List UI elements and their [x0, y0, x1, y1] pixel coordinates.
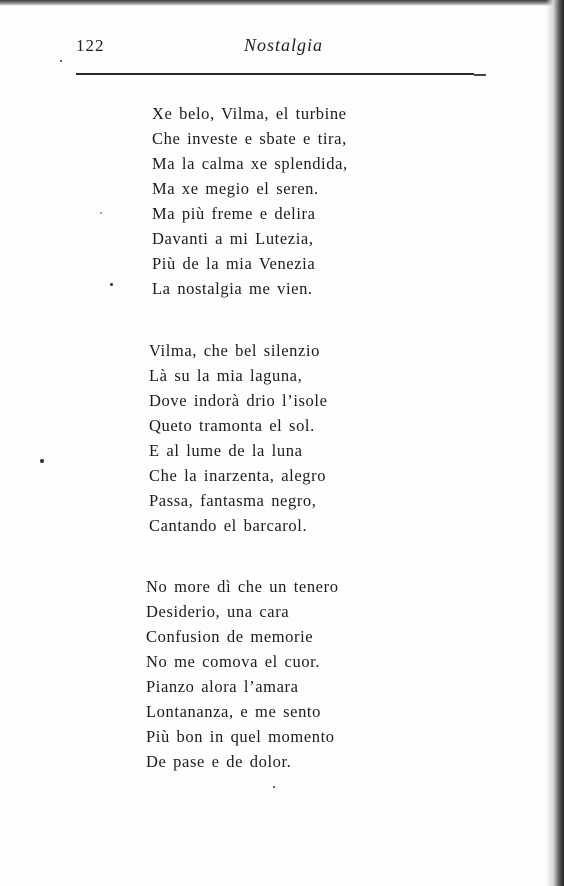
verse-line: Confusion de memorie — [146, 627, 314, 646]
scan-speck — [273, 786, 275, 788]
scan-speck — [100, 212, 102, 214]
verse-line: La nostalgia me vien. — [152, 279, 313, 298]
verse-line: No me comova el cuor. — [146, 652, 321, 671]
stanza-3 — [146, 574, 339, 774]
verse-line: Che la inarzenta, alegro — [149, 466, 327, 485]
verse-line: Queto tramonta el sol. — [149, 416, 315, 435]
page-number: 122 — [76, 36, 105, 55]
verse-line: Xe belo, Vilma, el turbine — [152, 104, 347, 123]
verse-line: Cantando el barcarol. — [149, 516, 308, 535]
verse-line: Ma xe megio el seren. — [152, 179, 319, 198]
verse-line: Passa, fantasma negro, — [149, 491, 317, 510]
verse-line: Dove indorà drio l’isole — [149, 391, 328, 410]
header-rule-tail — [474, 74, 486, 76]
running-title: Nostalgia — [244, 35, 324, 55]
verse-line: No more dì che un tenero — [146, 577, 339, 596]
verse-line: Pianzo alora l’amara — [146, 677, 299, 696]
verse-line: De pase e de dolor. — [146, 752, 292, 771]
verse-line: Ma più freme e delira — [152, 204, 316, 223]
verse-line: Là su la mia laguna, — [149, 366, 303, 385]
verse-line: Più bon in quel momento — [146, 727, 335, 746]
header-rule — [76, 73, 474, 75]
scan-edge-right — [546, 0, 564, 886]
verse-line: Ma la calma xe splendida, — [152, 154, 348, 173]
verse-line: Desiderio, una cara — [146, 602, 290, 621]
verse-line: Più de la mia Venezia — [152, 254, 316, 273]
verse-line: Vilma, che bel silenzio — [149, 341, 320, 360]
verse-line: Lontananza, e me sento — [146, 702, 321, 721]
scan-speck — [110, 283, 113, 286]
verse-line: Che investe e sbate e tira, — [152, 129, 347, 148]
scan-edge-top — [0, 0, 564, 6]
scan-speck — [40, 459, 44, 463]
verse-line: E al lume de la luna — [149, 441, 303, 460]
stanza-2 — [149, 338, 328, 538]
scan-speck — [60, 60, 62, 62]
stanza-1 — [152, 101, 348, 301]
verse-line: Davanti a mi Lutezia, — [152, 229, 314, 248]
